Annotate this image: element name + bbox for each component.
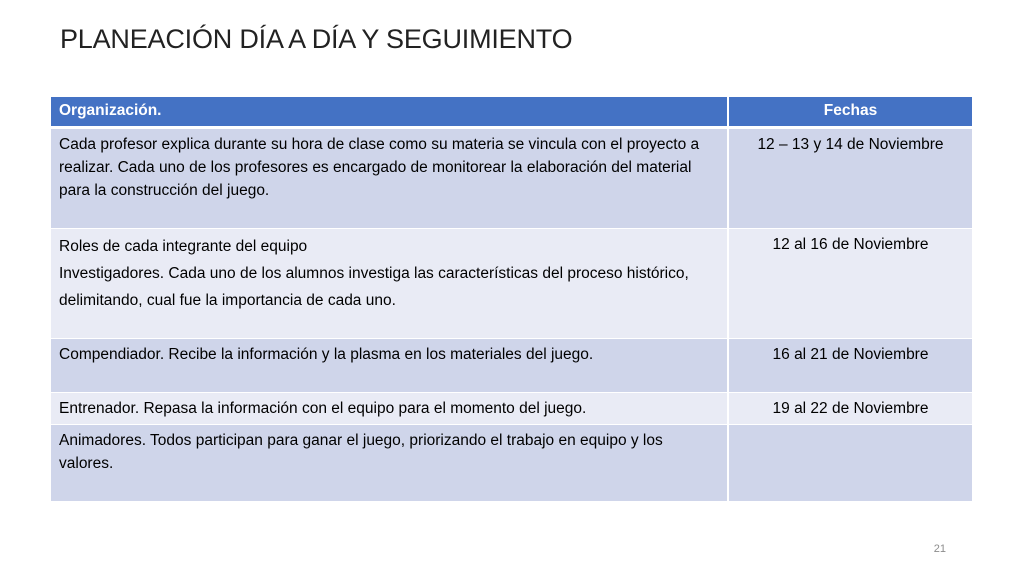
- organizacion-cell: [51, 228, 728, 338]
- slide-title: PLANEACIÓN DÍA A DÍA Y SEGUIMIENTO: [60, 24, 573, 54]
- fechas-cell: 12 – 13 y 14 de Noviembre: [728, 127, 972, 228]
- table-row: [51, 392, 972, 424]
- fechas-cell: [728, 424, 972, 501]
- header-organizacion: Organización.: [51, 97, 728, 127]
- organizacion-text: Animadores. Todos participan para ganar el juego, priorizando el trabajo en equipo y los valores.: [59, 431, 663, 472]
- organizacion-text: Cada profesor explica durante su hora de clase como su materia se vincula con el proyecto a realizar. Cada uno de los profesores es encargado de monitorear la elaboración del material para la construcción del juego.: [59, 135, 700, 199]
- organizacion-cell: [51, 392, 728, 424]
- table-row: [51, 424, 972, 501]
- planning-table: [51, 97, 972, 502]
- page-number: 21: [933, 543, 946, 555]
- organizacion-text: Compendiador. Recibe la información y la plasma en los materiales del juego.: [59, 345, 594, 363]
- fechas-cell: 12 al 16 de Noviembre: [728, 228, 972, 338]
- table-header-row: [51, 97, 972, 127]
- organizacion-text: Investigadores. Cada uno de los alumnos investiga las características del proceso histórico, delimitando, cual fue la importancia de cada uno.: [59, 264, 689, 309]
- fechas-cell: 19 al 22 de Noviembre: [728, 392, 972, 424]
- fechas-cell: 16 al 21 de Noviembre: [728, 338, 972, 392]
- organizacion-cell: [51, 127, 728, 228]
- organizacion-text: Roles de cada integrante del equipo: [59, 237, 308, 255]
- table-row: [51, 338, 972, 392]
- table-row: [51, 127, 972, 228]
- header-fechas: Fechas: [728, 97, 972, 127]
- table-row: [51, 228, 972, 338]
- organizacion-cell: [51, 424, 728, 501]
- organizacion-text: Entrenador. Repasa la información con el equipo para el momento del juego.: [59, 399, 587, 417]
- organizacion-cell: [51, 338, 728, 392]
